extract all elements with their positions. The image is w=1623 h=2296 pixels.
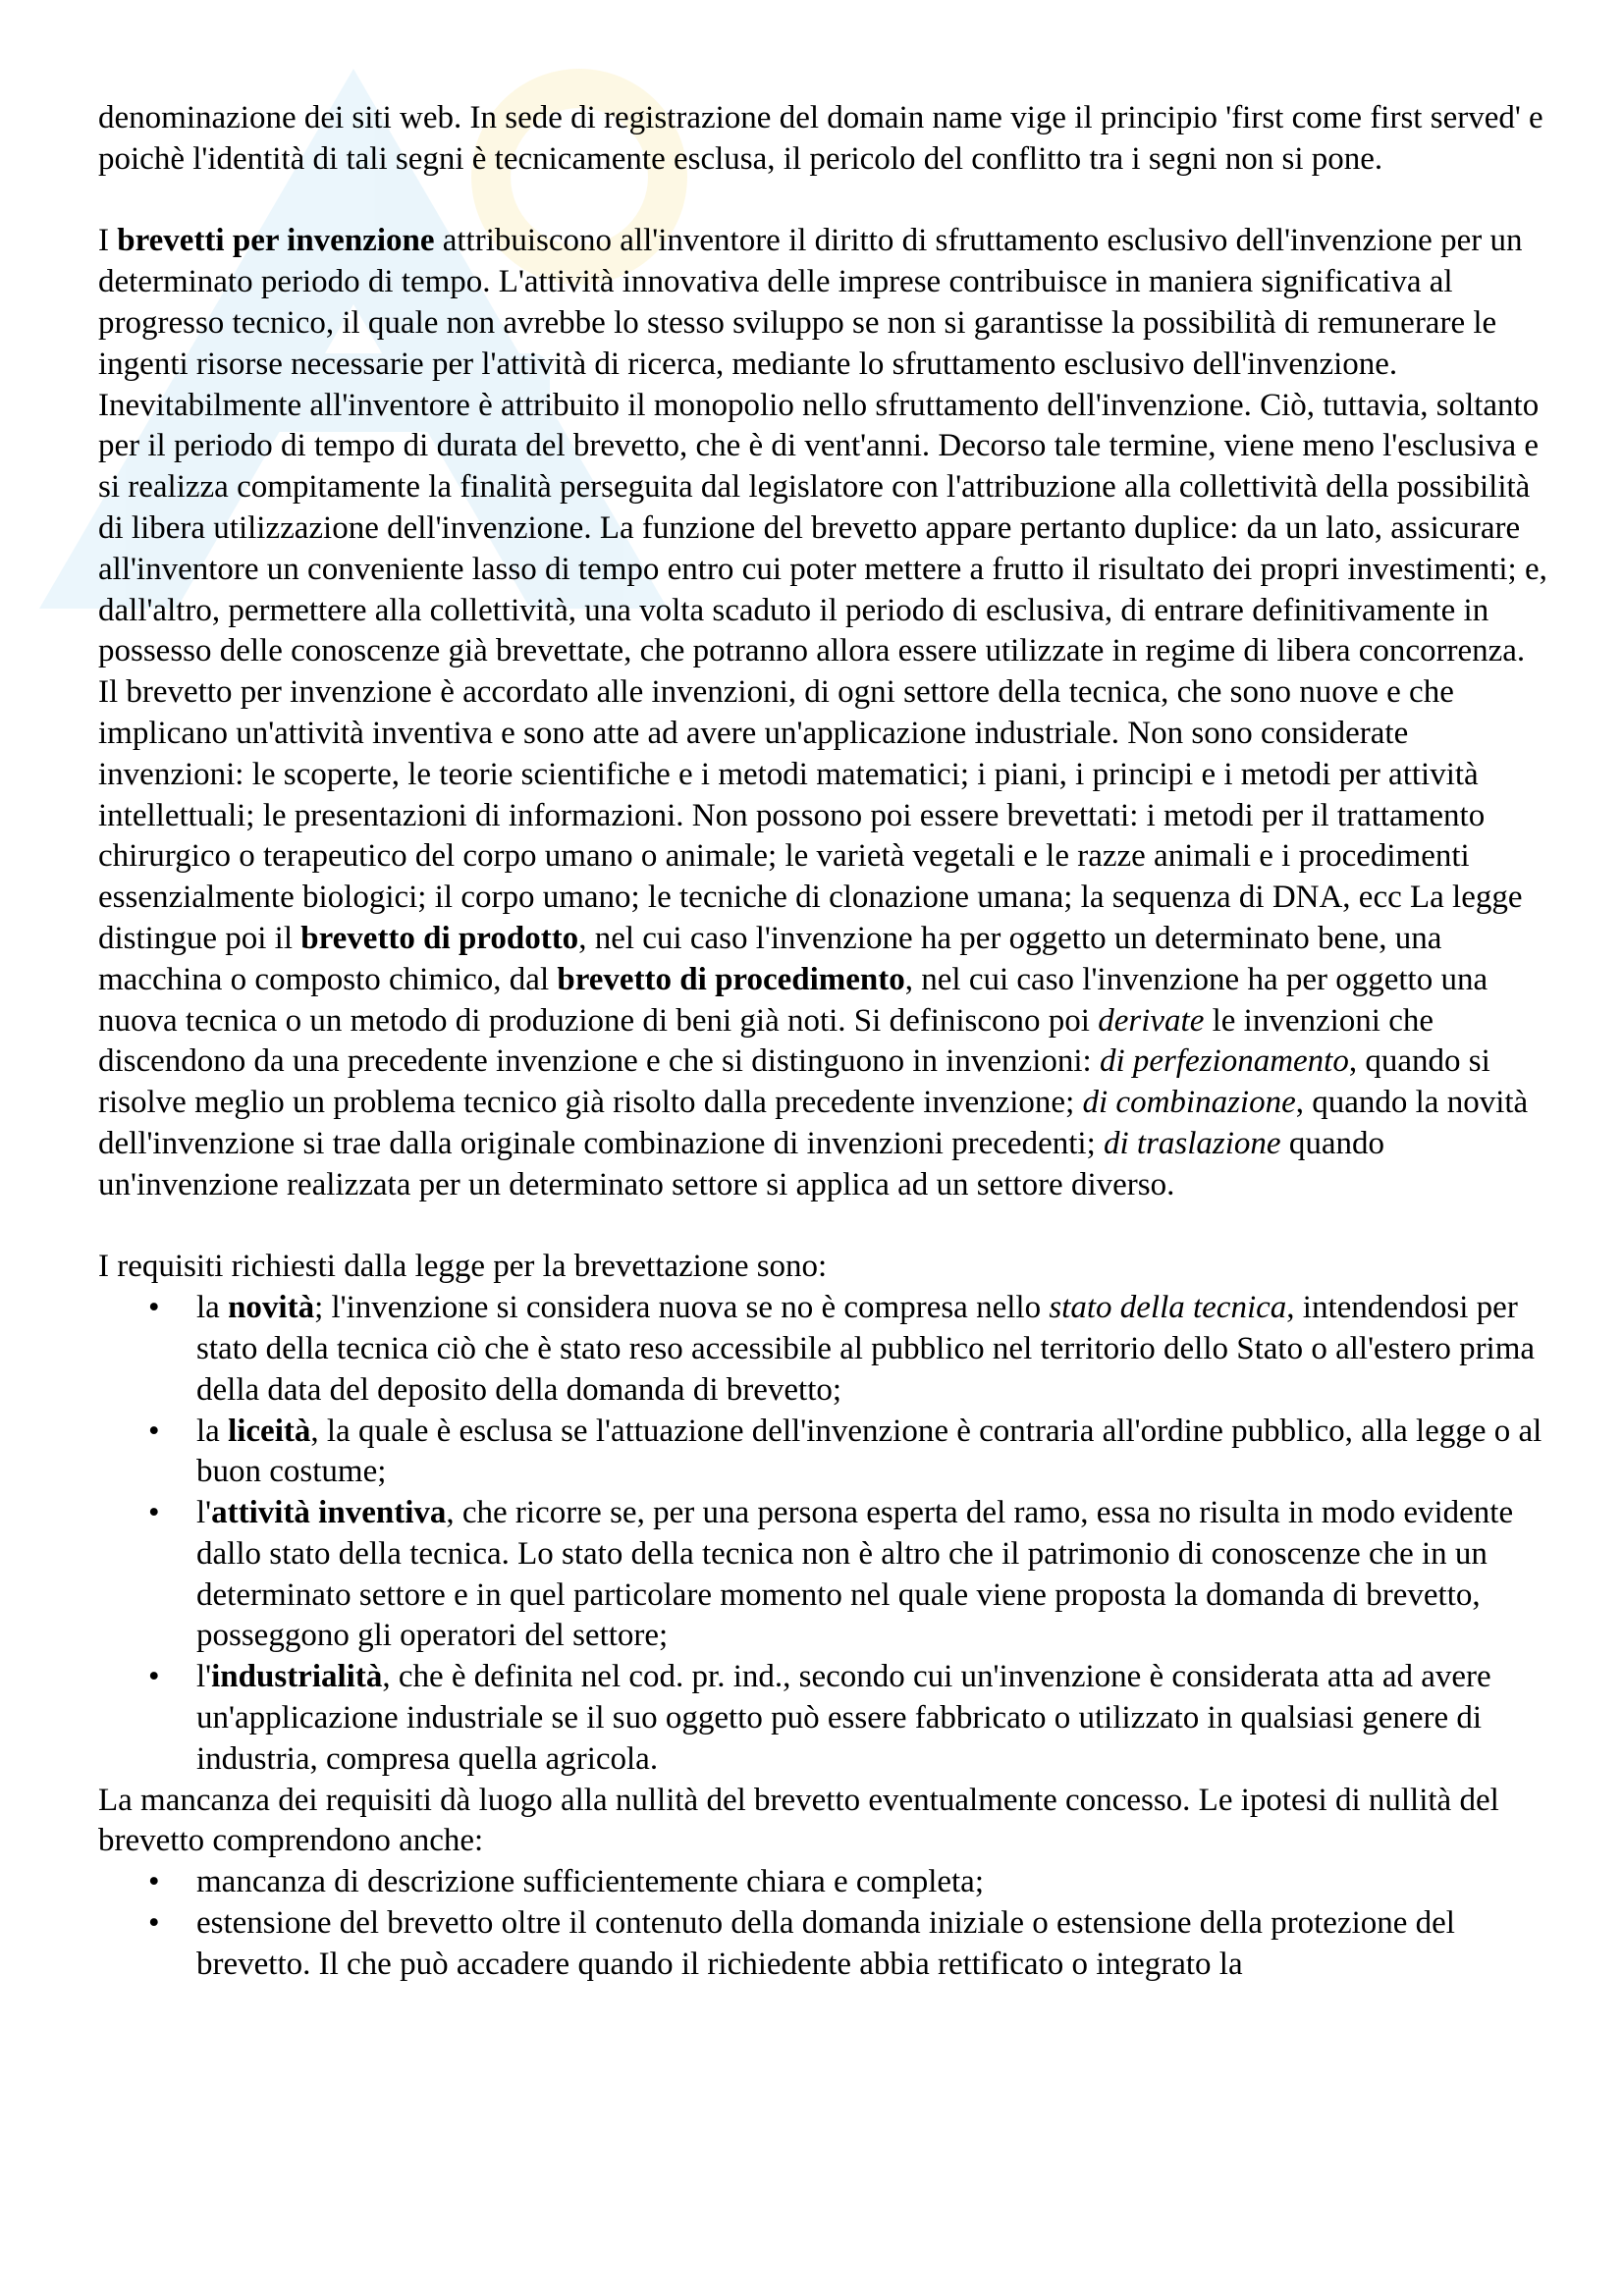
bold-term-liceita: liceità (228, 1413, 311, 1449)
text-run: I (98, 223, 118, 259)
list-item-novita (98, 1288, 1551, 1411)
list-item-attivita-inventiva (98, 1493, 1551, 1657)
paragraph-text: I requisiti richiesti dalla legge per la brevettazione sono: (98, 1249, 828, 1285)
text-run: , che è definita nel cod. pr. ind., secondo cui un'invenzione è considerata atta ad avere un'applicazione industriale se il suo oggetto può essere fabbricato o utilizzato in qualsiasi genere di industria, compresa quella agricola. (196, 1659, 1491, 1777)
text-run: la (196, 1413, 229, 1449)
bold-term-novita: novità (228, 1290, 315, 1326)
text-run: estensione del brevetto oltre il contenuto della domanda iniziale o estensione della protezione del brevetto. Il che può accadere quando il richiedente abbia rettificato o integrato la (196, 1905, 1455, 1982)
text-run: l' (196, 1659, 212, 1695)
bold-term-attivita-inventiva: attività inventiva (211, 1495, 447, 1531)
paragraph-text: La mancanza dei requisiti dà luogo alla nullità del brevetto eventualmente concesso. Le ipotesi di nullità del brevetto comprendono anche: (98, 1782, 1499, 1859)
italic-term-derivate: derivate (1098, 1002, 1205, 1039)
paragraph-domain-name (98, 98, 1551, 181)
text-run: , intendendosi per stato della tecnica ciò che è stato reso accessibile al pubblico nel territorio dello Stato o all'estero prima della data del deposito della domanda di brevetto; (196, 1290, 1536, 1408)
italic-term-traslazione: di traslazione (1103, 1125, 1281, 1161)
list-item-estensione (98, 1903, 1551, 1986)
list-item-industrialita (98, 1657, 1551, 1780)
paragraph-spacer (98, 181, 1551, 222)
text-run: attribuiscono all'inventore il diritto di sfruttamento esclusivo dell'invenzione per un determinato periodo di tempo. L'attività innovativa delle imprese contribuisce in maniera significativa al progresso tecnico, il quale non avrebbe lo stesso sviluppo se non si garantisse la possibilità di remunerare le ingenti risorse necessarie per l'attività di ricerca, mediante lo sfruttamento esclusivo dell'invenzione. Inevitabilmente all'inventore è attribuito il monopolio nello sfruttamento dell'invenzione. Ciò, tuttavia, soltanto per il periodo di tempo di durata del brevetto, che è di vent'anni. Decorso tale termine, viene meno l'esclusiva e si realizza compitamente la finalità perseguita dal legislatore con l'attribuzione alla collettività della possibilità di libera utilizzazione dell'invenzione. La funzione del brevetto appare pertanto duplice: da un lato, assicurare all'inventore un conveniente lasso di tempo entro cui poter mettere a frutto il risultato dei propri investimenti; e, dall'altro, permettere alla collettività, una volta scaduto il periodo di esclusiva, di entrare definitivamente in possesso delle conoscenze già brevettate, che potranno allora essere utilizzate in regime di libera concorrenza. Il brevetto per invenzione è accordato alle invenzioni, di ogni settore della tecnica, che sono nuove e che implicano un'attività inventiva e sono atte ad avere un'applicazione industriale. Non sono considerate invenzioni: le scoperte, le teorie scientifiche e i metodi matematici; i piani, i principi e i metodi per attività intellettuali; le presentazioni di informazioni. Non possono poi essere brevettati: i metodi per il trattamento chirurgico o terapeutico del corpo umano o animale; le varietà vegetali e le razze animali e i procedimenti essenzialmente biologici; il corpo umano; le tecniche di clonazione umana; la sequenza di DNA, ecc La legge distingue poi il (98, 223, 1547, 956)
requisiti-list (98, 1288, 1551, 1781)
paragraph-spacer (98, 1206, 1551, 1248)
bullet-icon: • (148, 1495, 160, 1531)
list-item-liceita (98, 1412, 1551, 1494)
text-run: , quando si risolve meglio un problema tecnico già risolto dalla precedente invenzione; (98, 1043, 1490, 1121)
document-body (98, 98, 1551, 1986)
bold-term-industrialita: industrialità (211, 1659, 383, 1695)
text-run: mancanza di descrizione sufficientemente chiara e completa; (196, 1864, 984, 1900)
paragraph-text: denominazione dei siti web. In sede di registrazione del domain name vige il principio 'first come first served' e poichè l'identità di tali segni è tecnicamente esclusa, il pericolo del conflitto tra i segni non si pone. (98, 100, 1543, 177)
text-run: , che ricorre se, per una persona esperta del ramo, essa no risulta in modo evidente dallo stato della tecnica. Lo stato della tecnica non è altro che il patrimonio di conoscenze che in un determinato settore e in quel particolare momento nel quale viene proposta la domanda di brevetto, posseggono gli operatori del settore; (196, 1495, 1514, 1654)
bullet-icon: • (148, 1413, 160, 1449)
italic-term-stato-della-tecnica: stato della tecnica (1049, 1290, 1287, 1326)
bullet-icon: • (148, 1290, 160, 1326)
text-run: , nel cui caso l'invenzione ha per oggetto un determinato bene, una macchina o composto chimico, dal (98, 920, 1442, 997)
bold-term-brevetto-di-prodotto: brevetto di prodotto (300, 920, 579, 956)
paragraph-requisiti-intro (98, 1247, 1551, 1288)
bullet-icon: • (148, 1659, 160, 1695)
text-run: ; l'invenzione si considera nuova se no è compresa nello (314, 1290, 1050, 1326)
list-item-descrizione (98, 1862, 1551, 1903)
bold-term-brevetto-di-procedimento: brevetto di procedimento (557, 961, 905, 997)
text-run: , nel cui caso l'invenzione ha per oggetto una nuova tecnica o un metodo di produzione di beni già noti. Si definiscono poi (98, 961, 1488, 1039)
italic-term-perfezionamento: di perfezionamento (1099, 1043, 1349, 1080)
nullita-list (98, 1862, 1551, 1985)
text-run: quando un'invenzione realizzata per un determinato settore si applica ad un settore diverso. (98, 1125, 1384, 1202)
bold-term-brevetti-per-invenzione: brevetti per invenzione (117, 223, 435, 259)
text-run: , la quale è esclusa se l'attuazione dell'invenzione è contraria all'ordine pubblico, alla legge o al buon costume; (196, 1413, 1542, 1490)
text-run: le invenzioni che discendono da una precedente invenzione e che si distinguono in invenzioni: (98, 1002, 1434, 1080)
text-run: , quando la novità dell'invenzione si trae dalla originale combinazione di invenzioni precedenti; (98, 1085, 1529, 1161)
bullet-icon: • (148, 1864, 160, 1900)
bullet-icon: • (148, 1905, 160, 1942)
paragraph-nullita-intro (98, 1781, 1551, 1863)
text-run: l' (196, 1495, 212, 1531)
italic-term-combinazione: di combinazione (1082, 1085, 1296, 1121)
text-run: la (196, 1290, 229, 1326)
paragraph-brevetti (98, 221, 1551, 1205)
